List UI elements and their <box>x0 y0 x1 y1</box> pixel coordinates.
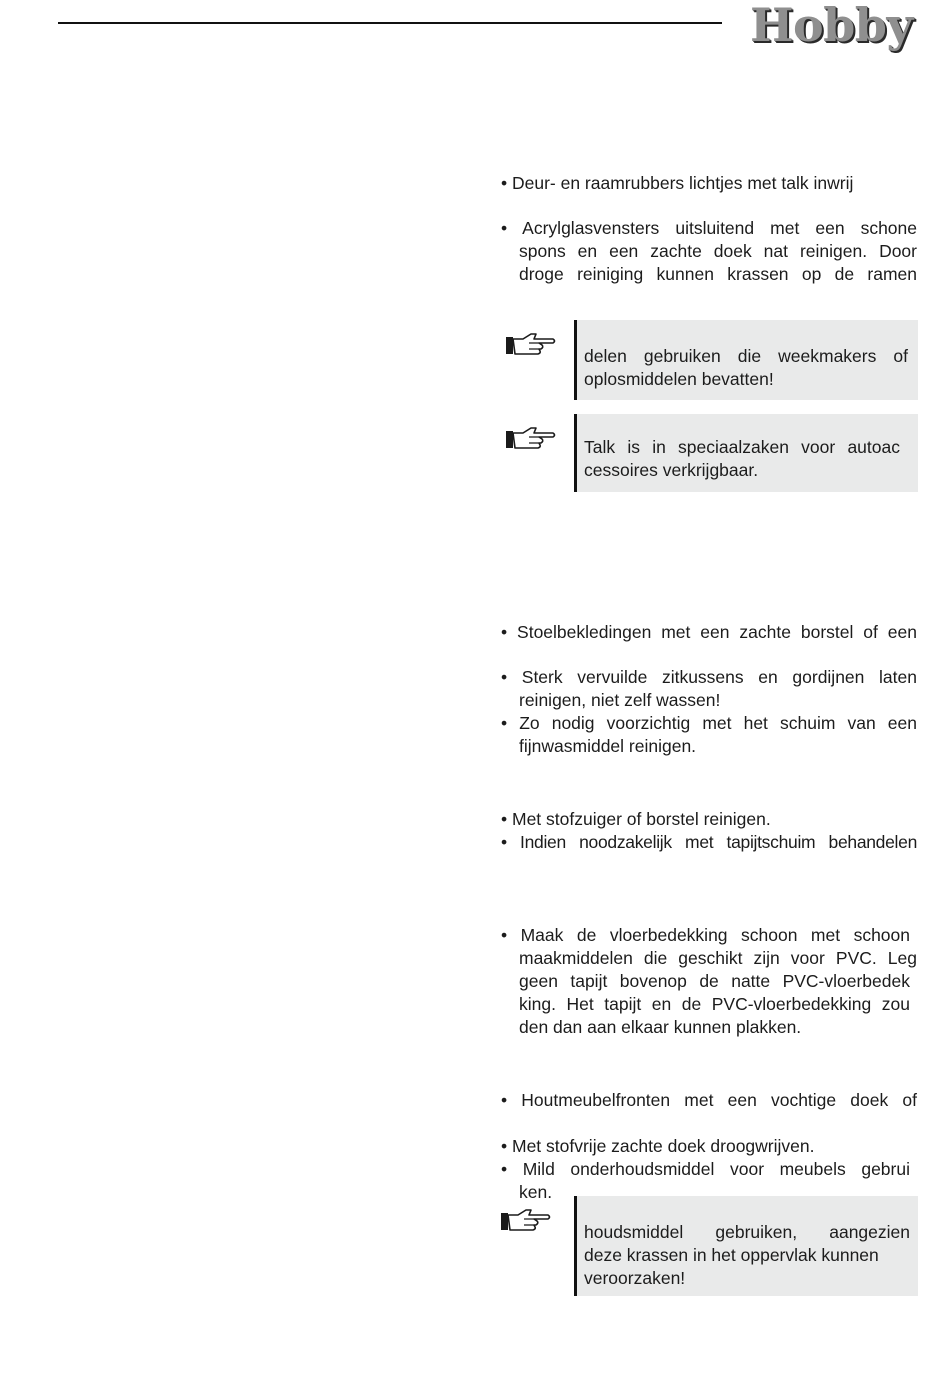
upholstery-bullet-3-line-2: fijnwasmiddel reinigen. <box>519 736 697 756</box>
furniture-bullet-3-line-2: ken. <box>519 1182 553 1202</box>
note-1-line-2: oplosmiddelen bevatten! <box>584 369 774 389</box>
window-rubbers-bullet: • Deur- en raamrubbers lichtjes met talk inwrij <box>501 173 854 193</box>
furniture-bullet-2: • Met stofvrije zachte doek droogwrijven. <box>501 1136 815 1156</box>
acrylic-window-bullet-line-3: droge reiniging kunnen krassen op de ramen <box>519 264 917 284</box>
upholstery-bullet-3-line-1: • Zo nodig voorzichtig met het schuim van een <box>501 713 917 733</box>
furniture-bullet-1: • Houtmeubelfronten met een vochtige doek of <box>501 1090 917 1110</box>
acrylic-window-bullet-line-2: spons en een zachte doek nat reinigen. Door <box>519 241 917 261</box>
note-3-line-3: veroorzaken! <box>584 1268 686 1288</box>
note-2-line-2: cessoires verkrijgbaar. <box>584 460 759 480</box>
floor-line-2: maakmiddelen die geschikt zijn voor PVC. Leg <box>519 948 917 968</box>
upholstery-bullet-2-line-1: • Sterk vervuilde zitkussens en gordijnen laten <box>501 667 917 687</box>
pointing-hand-icon <box>503 424 557 452</box>
carpet-bullet-1: • Met stofzuiger of borstel reinigen. <box>501 809 771 829</box>
floor-line-5: den dan aan elkaar kunnen plakken. <box>519 1017 802 1037</box>
carpet-bullet-2: • Indien noodzakelijk met tapijtschuim behandelen <box>501 832 917 852</box>
pointing-hand-icon <box>498 1206 552 1234</box>
floor-line-3: geen tapijt bovenop de natte PVC-vloerbedek <box>519 971 910 991</box>
note-3-line-1: houdsmiddel gebruiken, aangezien <box>584 1222 910 1242</box>
floor-line-4: king. Het tapijt en de PVC-vloerbedekking zou <box>519 994 910 1014</box>
pointing-hand-icon <box>503 330 557 358</box>
floor-line-1: • Maak de vloerbedekking schoon met schoon <box>501 925 910 945</box>
furniture-bullet-3-line-1: • Mild onderhoudsmiddel voor meubels gebrui <box>501 1159 910 1179</box>
hobby-logo: Hobby <box>750 0 913 52</box>
upholstery-bullet-2-line-2: reinigen, niet zelf wassen! <box>519 690 721 710</box>
upholstery-bullet-1: • Stoelbekledingen met een zachte borstel of een <box>501 622 917 642</box>
header-rule <box>58 22 722 24</box>
note-2-line-1: Talk is in speciaalzaken voor autoac <box>584 437 900 457</box>
note-1-line-1: delen gebruiken die weekmakers of <box>584 346 908 366</box>
acrylic-window-bullet-line-1: • Acrylglasvensters uitsluitend met een schone <box>501 218 917 238</box>
note-3-line-2: deze krassen in het oppervlak kunnen <box>584 1245 879 1265</box>
